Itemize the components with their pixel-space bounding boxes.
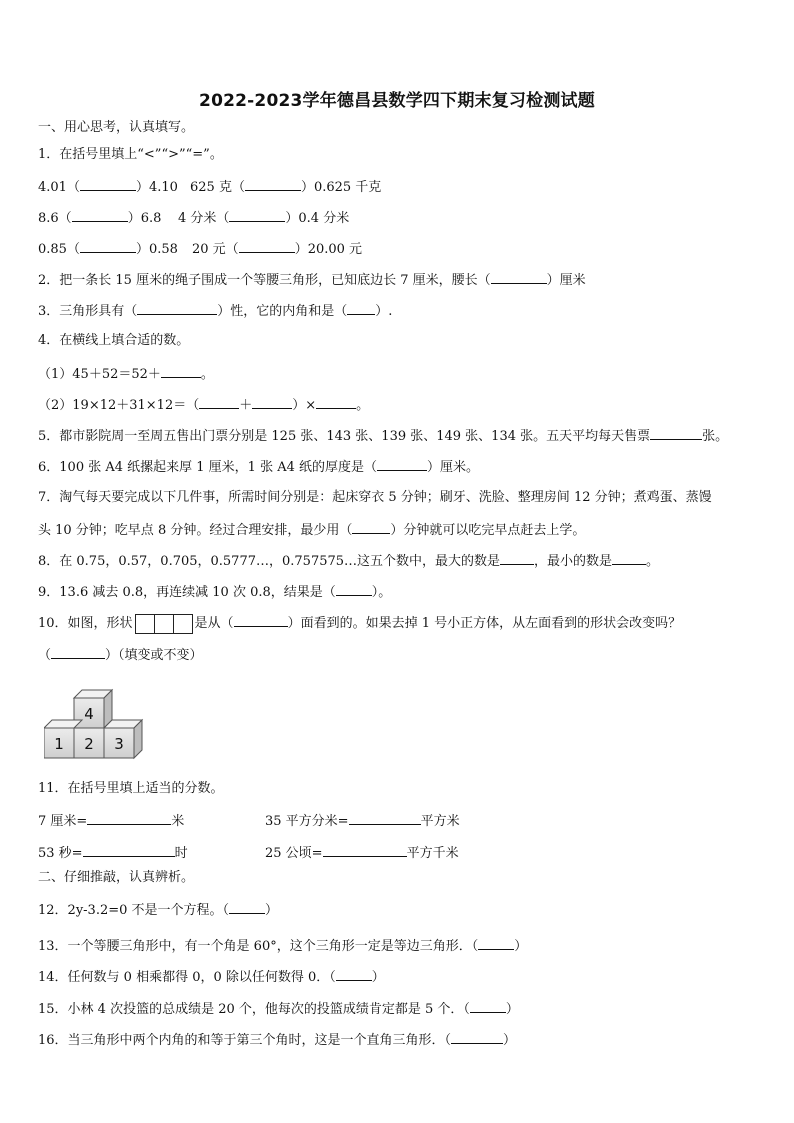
question-4-part-2: （2）19×12＋31×12＝（ ＋ ）× 。	[38, 395, 369, 415]
question-15: 15．小林 4 次投篮的总成绩是 20 个，他每次的投篮成绩肯定都是 5 个．（ ）	[38, 999, 519, 1019]
answer-blank[interactable]	[199, 395, 239, 409]
question-1-row-1b: 625 克（ ）0.625 千克	[190, 177, 381, 197]
answer-blank[interactable]	[349, 811, 421, 825]
cube-label: 1	[54, 735, 64, 753]
answer-blank[interactable]	[51, 645, 105, 659]
section-heading-1: 一、用心思考，认真填写。	[38, 120, 195, 135]
question-11-c: 53 秒= 时	[38, 843, 188, 863]
question-11-text: 11．在括号里填上适当的分数。	[38, 781, 224, 796]
answer-blank[interactable]	[80, 177, 136, 191]
question-9: 9．13.6 减去 0.8，再连续减 10 次 0.8，结果是（ ）。	[38, 582, 391, 602]
cube-label: 2	[84, 735, 94, 753]
question-1-row-3b: 20 元（ ）20.00 元	[192, 239, 362, 259]
question-6: 6．100 张 A4 纸摞起来厚 1 厘米，1 张 A4 纸的厚度是（ ）厘米。	[38, 457, 479, 477]
cube-label: 3	[114, 735, 124, 753]
question-10-line-1: 10．如图，形状 是从（ ）面看到的。如果去掉 1 号小正方体，从左面看到的形状会改变吗？	[38, 613, 681, 634]
question-1-row-1a: 4.01（ ）4.10	[38, 177, 178, 197]
answer-blank[interactable]	[470, 999, 506, 1013]
question-4-part-1: （1）45＋52＝52＋ 。	[38, 364, 214, 384]
question-2: 2．把一条长 15 厘米的绳子围成一个等腰三角形，已知底边长 7 厘米，腰长（ ）厘米	[38, 270, 586, 290]
question-5: 5．都市影院周一至周五售出门票分别是 125 张、143 张、139 张、149 张、134 张。五天平均每天售票 张。	[38, 426, 728, 446]
answer-blank[interactable]	[612, 551, 646, 565]
answer-blank[interactable]	[80, 239, 136, 253]
cube-1	[44, 728, 74, 758]
answer-blank[interactable]	[491, 270, 547, 284]
three-square-shape-icon	[135, 614, 193, 634]
answer-blank[interactable]	[347, 301, 375, 315]
question-8: 8．在 0.75，0.57，0.705，0.5777…，0.757575…这五个数中，最大的数是 ，最小的数是 。	[38, 551, 659, 571]
question-11-d: 25 公顷= 平方千米	[265, 843, 459, 863]
cube-2	[74, 728, 104, 758]
answer-blank[interactable]	[650, 426, 702, 440]
answer-blank[interactable]	[137, 301, 217, 315]
question-3: 3．三角形具有（ ）性，它的内角和是（ ）.	[38, 301, 392, 321]
question-4-text: 4．在横线上填合适的数。	[38, 333, 190, 348]
question-7-line-2: 头 10 分钟；吃早点 8 分钟。经过合理安排，最少用（ ）分钟就可以吃完早点赶去上学。	[38, 520, 585, 540]
question-1-row-2b: 4 分米（ ）0.4 分米	[178, 208, 349, 228]
answer-blank[interactable]	[245, 177, 301, 191]
answer-blank[interactable]	[478, 936, 514, 950]
question-10-line-2: （ ）（填变或不变）	[38, 645, 203, 665]
answer-blank[interactable]	[252, 395, 292, 409]
answer-blank[interactable]	[161, 364, 201, 378]
question-13: 13．一个等腰三角形中，有一个角是 60°，这个三角形一定是等边三角形．（ ）	[38, 936, 527, 956]
answer-blank[interactable]	[229, 900, 265, 914]
question-1-row-2a: 8.6（ ）6.8	[38, 208, 161, 228]
question-11-b: 35 平方分米= 平方米	[265, 811, 460, 831]
answer-blank[interactable]	[83, 843, 175, 857]
question-7-line-1: 7．淘气每天要完成以下几件事，所需时间分别是：起床穿衣 5 分钟；刷牙、洗脸、整理房间 12 分钟；煮鸡蛋、蒸馒	[38, 490, 712, 505]
question-16: 16．当三角形中两个内角的和等于第三个角时，这是一个直角三角形．（ ）	[38, 1030, 516, 1050]
question-11-a: 7 厘米= 米	[38, 811, 184, 831]
answer-blank[interactable]	[352, 520, 390, 534]
answer-blank[interactable]	[239, 239, 295, 253]
answer-blank[interactable]	[316, 395, 356, 409]
answer-blank[interactable]	[87, 811, 171, 825]
answer-blank[interactable]	[377, 457, 427, 471]
answer-blank[interactable]	[451, 1030, 503, 1044]
answer-blank[interactable]	[336, 967, 372, 981]
section-heading-2: 二、仔细推敲，认真辨析。	[38, 870, 195, 885]
cube-stack-figure	[44, 688, 164, 760]
question-14: 14．任何数与 0 相乘都得 0，0 除以任何数得 0．（ ）	[38, 967, 385, 987]
answer-blank[interactable]	[336, 582, 372, 596]
answer-blank[interactable]	[500, 551, 534, 565]
answer-blank[interactable]	[323, 843, 407, 857]
answer-blank[interactable]	[72, 208, 128, 222]
question-12: 12．2y-3.2=0 不是一个方程。（ ）	[38, 900, 278, 920]
answer-blank[interactable]	[234, 613, 288, 627]
question-1-text: 1．在括号里填上“<”“>”“=”。	[38, 147, 223, 162]
cube-3	[104, 728, 134, 758]
cube-label: 4	[84, 705, 94, 723]
page-title: 2022-2023学年德昌县数学四下期末复习检测试题	[199, 91, 595, 111]
question-1-row-3a: 0.85（ ）0.58	[38, 239, 178, 259]
answer-blank[interactable]	[229, 208, 285, 222]
